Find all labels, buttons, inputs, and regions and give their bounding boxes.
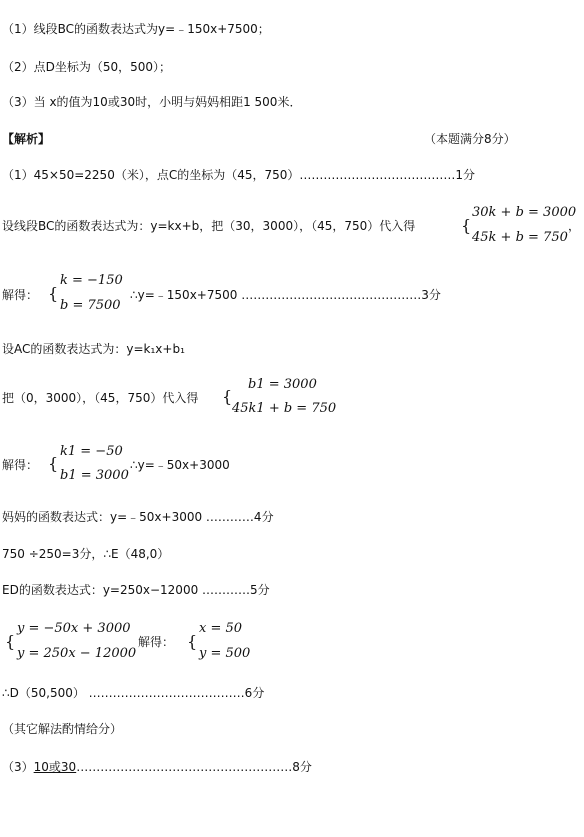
system-equation: 30k + b = 3000 bbox=[472, 205, 577, 220]
system-equation: y = 250x − 12000 bbox=[17, 646, 137, 661]
step-6-label: 解得： bbox=[2, 458, 39, 472]
answer-line-1: （1）线段BC的函数表达式为y=﹣150x+7500； bbox=[2, 22, 270, 36]
score-note: （本题满分8分） bbox=[424, 132, 516, 146]
system-brace: { bbox=[461, 216, 472, 235]
solution-equation: k = −150 bbox=[60, 273, 123, 288]
step-13-prefix: （3） bbox=[2, 760, 34, 774]
step-3-label: 解得： bbox=[2, 288, 39, 302]
step-10-label: 解得： bbox=[138, 635, 175, 649]
system-equation: b1 = 3000 bbox=[248, 377, 317, 392]
step-3-result: ∴y=﹣150x+7500 ………………………………………3分 bbox=[130, 288, 441, 302]
analysis-title: 【解析】 bbox=[2, 132, 51, 146]
step-13 bbox=[2, 760, 312, 774]
system-brace: { bbox=[48, 284, 59, 303]
step-8: 750 ÷250=3分，∴E（48,0） bbox=[2, 547, 170, 561]
solution-equation: k1 = −50 bbox=[60, 444, 123, 459]
solution-equation: x = 50 bbox=[199, 621, 243, 636]
step-9: ED的函数表达式：y=250x−12000 …………5分 bbox=[2, 583, 270, 597]
answer-line-2: （2）点D坐标为（50，500）； bbox=[2, 60, 172, 74]
step-6-result: ∴y=﹣50x+3000 bbox=[130, 458, 230, 472]
step-7: 妈妈的函数表达式：y=﹣50x+3000 …………4分 bbox=[2, 510, 274, 524]
step-13-suffix: ………………………………………………8分 bbox=[76, 760, 312, 774]
step-2-text: 设线段BC的函数表达式为：y=kx+b，把（30，3000），（45，750）代入得 bbox=[2, 219, 416, 233]
answer-line-3: （3）当 x的值为10或30时，小明与妈妈相距1 500米． bbox=[2, 95, 302, 109]
final-answer: 10或30 bbox=[33, 760, 77, 774]
system-equation: 45k1 + b = 750 bbox=[232, 401, 337, 416]
step-11: ∴D（50,500） …………………………………6分 bbox=[2, 686, 265, 700]
step-12: （其它解法酌情给分） bbox=[2, 722, 123, 736]
step-4: 设AC的函数表达式为：y=k₁x+b₁ bbox=[2, 342, 185, 356]
system-equation: y = −50x + 3000 bbox=[17, 621, 131, 636]
step-5-text: 把（0，3000），（45，750）代入得 bbox=[2, 391, 199, 405]
step-2-suffix: ， bbox=[568, 219, 581, 233]
system-equation: 45k + b = 750 bbox=[472, 230, 568, 245]
system-brace: { bbox=[222, 387, 233, 406]
system-brace: { bbox=[5, 632, 16, 651]
solution-equation: b = 7500 bbox=[60, 298, 121, 313]
solution-equation: y = 500 bbox=[199, 646, 251, 661]
solution-equation: b1 = 3000 bbox=[60, 468, 129, 483]
step-1: （1）45×50=2250（米），点C的坐标为（45，750）…………………………………1分 bbox=[2, 168, 476, 182]
system-brace: { bbox=[187, 632, 198, 651]
system-brace: { bbox=[48, 454, 59, 473]
